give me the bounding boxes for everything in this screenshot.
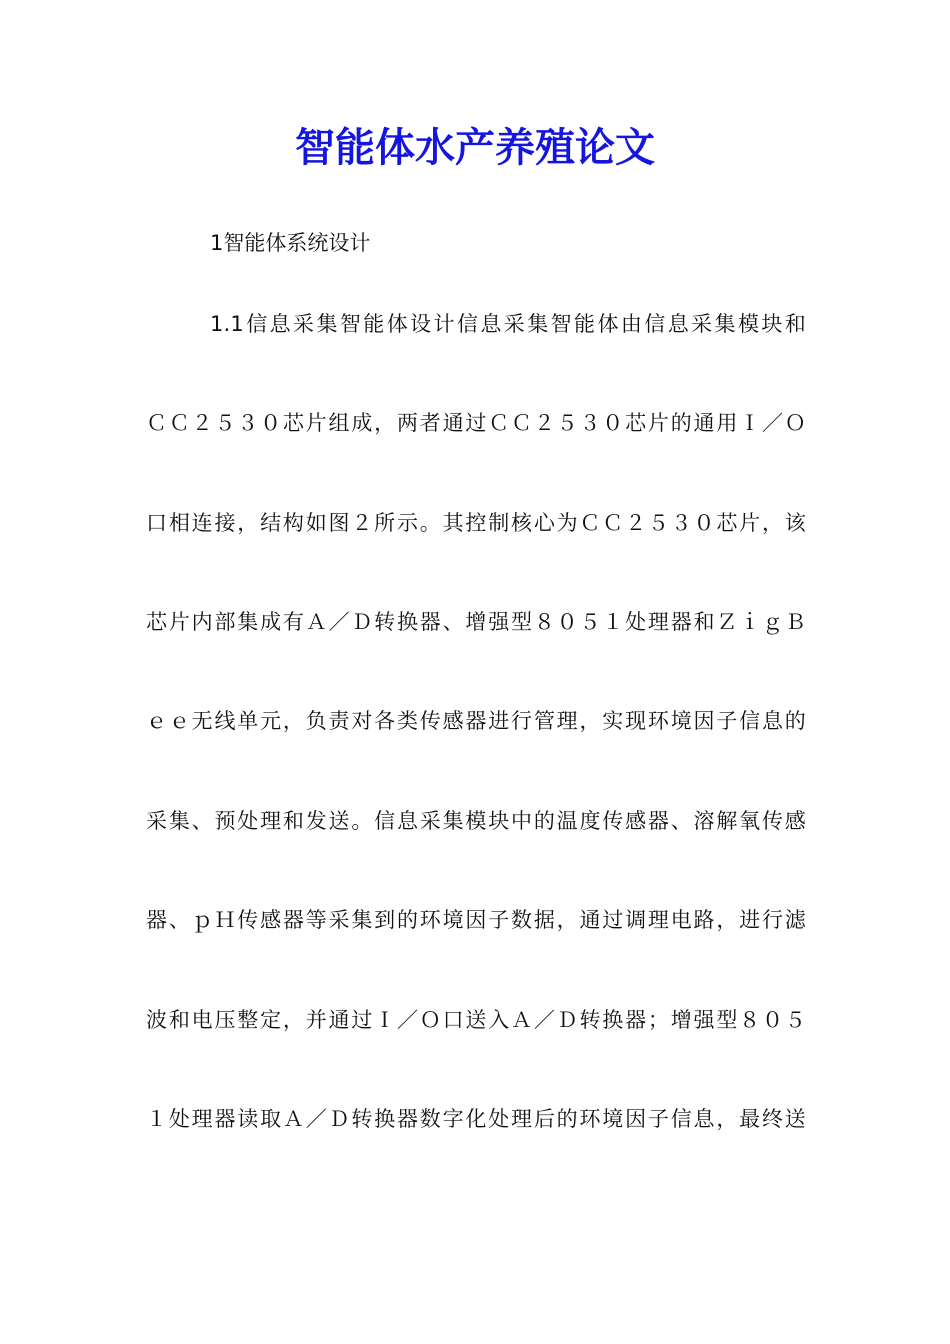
paragraph-line: 采集、预处理和发送。信息采集模块中的温度传感器、溶解氧传感 bbox=[146, 809, 806, 833]
paragraph-line: 1.1信息采集智能体设计信息采集智能体由信息采集模块和 bbox=[210, 312, 806, 336]
paragraph-line: 波和电压整定，并通过Ｉ／Ｏ口送入Ａ／Ｄ转换器；增强型８０５ bbox=[146, 1008, 806, 1032]
document-title: 智能体水产养殖论文 bbox=[295, 124, 655, 171]
paragraph-line: 芯片内部集成有Ａ／Ｄ转换器、增强型８０５１处理器和ＺｉｇＢ bbox=[146, 610, 806, 634]
paragraph-line: ＣＣ２５３０芯片组成，两者通过ＣＣ２５３０芯片的通用Ｉ／Ｏ bbox=[146, 411, 806, 435]
paragraph-line: １处理器读取Ａ／Ｄ转换器数字化处理后的环境因子信息，最终送 bbox=[146, 1107, 806, 1131]
paragraph-line: ｅｅ无线单元，负责对各类传感器进行管理，实现环境因子信息的 bbox=[146, 709, 806, 733]
section-heading: 1智能体系统设计 bbox=[210, 231, 371, 255]
paragraph-line: 器、ｐＨ传感器等采集到的环境因子数据，通过调理电路，进行滤 bbox=[146, 908, 806, 932]
paragraph-line: 口相连接，结构如图２所示。其控制核心为ＣＣ２５３０芯片，该 bbox=[146, 511, 806, 535]
